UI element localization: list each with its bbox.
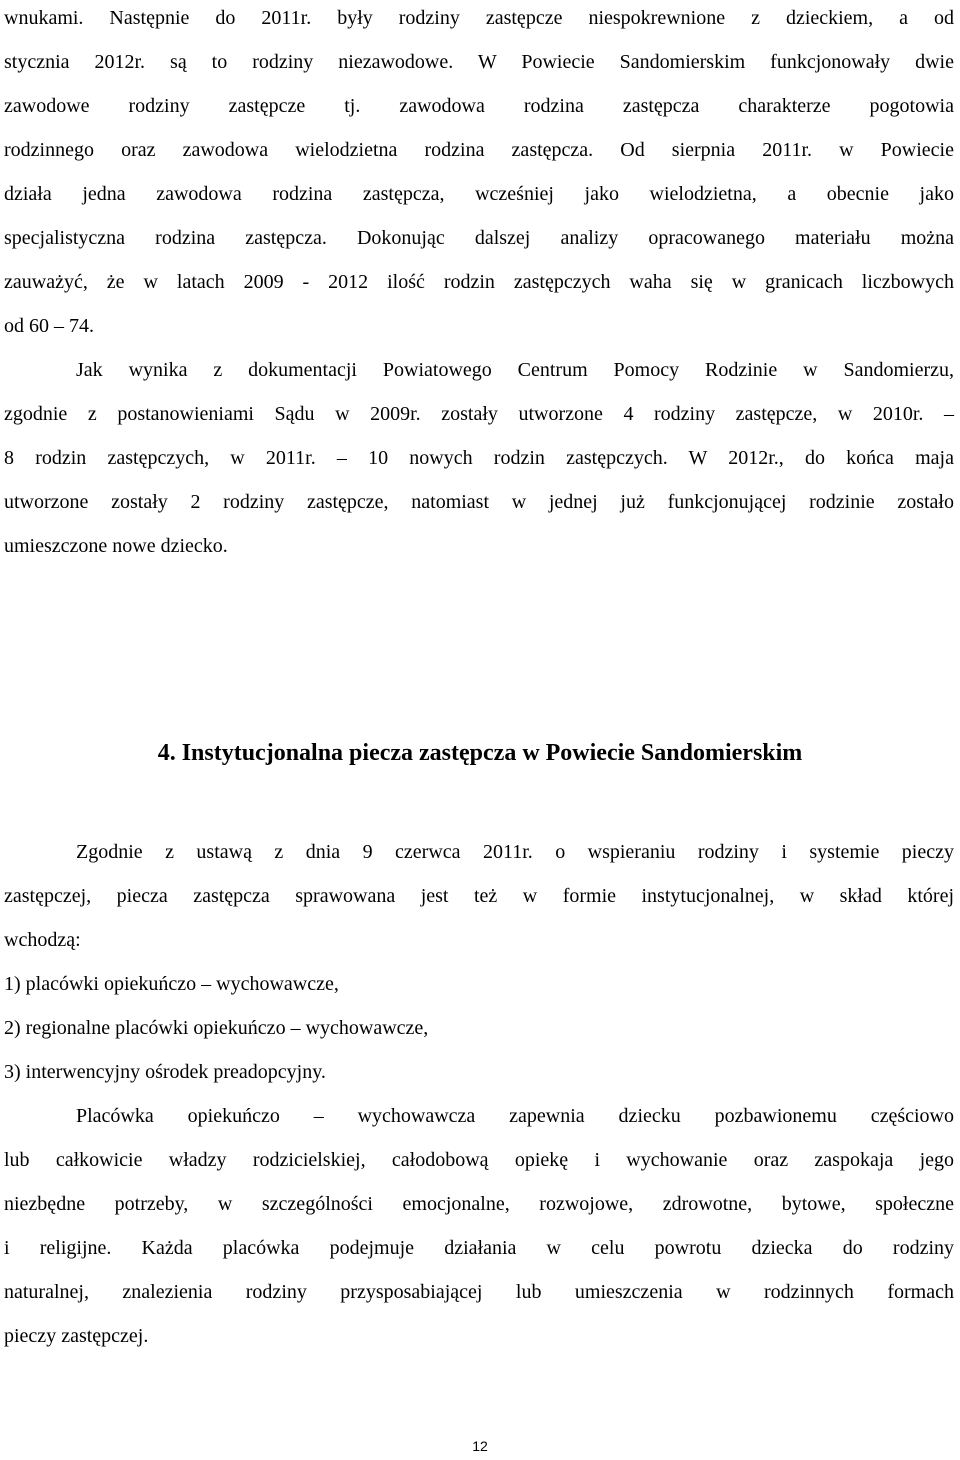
upper-text-block (4, 0, 954, 568)
text-line: Zgodnie z ustawą z dnia 9 czerwca 2011r. o wspieraniu rodziny i systemie pieczy (76, 841, 954, 863)
text-line: naturalnej, znalezienia rodziny przysposabiającej lub umieszczenia w rodzinnych formach (4, 1281, 954, 1303)
text-line: 8 rodzin zastępczych, w 2011r. – 10 nowych rodzin zastępczych. W 2012r., do końca maja (4, 447, 954, 469)
list-item: 1) placówki opiekuńczo – wychowawcze, (4, 973, 339, 995)
section-heading: 4. Instytucjonalna piecza zastępcza w Powiecie Sandomierskim (157, 740, 803, 766)
text-line: pieczy zastępczej. (4, 1325, 149, 1347)
text-line: wnukami. Następnie do 2011r. były rodziny zastępcze niespokrewnione z dzieckiem, a od (4, 7, 954, 29)
text-line: i religijne. Każda placówka podejmuje działania w celu powrotu dziecka do rodziny (4, 1237, 954, 1259)
text-line: niezbędne potrzeby, w szczególności emocjonalne, rozwojowe, zdrowotne, bytowe, społeczne (4, 1193, 954, 1215)
text-line: Jak wynika z dokumentacji Powiatowego Centrum Pomocy Rodzinie w Sandomierzu, (76, 359, 954, 381)
page-number: 12 (472, 1438, 488, 1454)
text-line: od 60 – 74. (4, 315, 94, 337)
text-line: stycznia 2012r. są to rodziny niezawodowe. W Powiecie Sandomierskim funkcjonowały dwie (4, 51, 954, 73)
text-line: utworzone zostały 2 rodziny zastępcze, natomiast w jednej już funkcjonującej rodzinie zostało (4, 491, 954, 513)
text-line: wchodzą: (4, 929, 81, 951)
text-line: lub całkowicie władzy rodzicielskiej, całodobową opiekę i wychowanie oraz zaspokaja jego (4, 1149, 954, 1171)
text-line: zgodnie z postanowieniami Sądu w 2009r. zostały utworzone 4 rodziny zastępcze, w 2010r. – (4, 403, 954, 425)
text-line: rodzinnego oraz zawodowa wielodzietna rodzina zastępcza. Od sierpnia 2011r. w Powiecie (4, 139, 954, 161)
text-line: Placówka opiekuńczo – wychowawcza zapewnia dziecku pozbawionemu częściowo (76, 1105, 954, 1127)
text-line: zauważyć, że w latach 2009 - 2012 ilość rodzin zastępczych waha się w granicach liczbowych (4, 271, 954, 293)
text-line: specjalistyczna rodzina zastępcza. Dokonując dalszej analizy opracowanego materiału można (4, 227, 954, 249)
lower-text-block (4, 830, 954, 1358)
paragraph-intro (4, 830, 954, 962)
institution-list (4, 962, 954, 1094)
text-line: zastępczej, piecza zastępcza sprawowana jest też w formie instytucjonalnej, w skład której (4, 885, 954, 907)
paragraph-foster-families (4, 0, 954, 348)
text-line: zawodowe rodziny zastępcze tj. zawodowa rodzina zastępcza charakterze pogotowia (4, 95, 954, 117)
paragraph-institution-role (4, 1094, 954, 1358)
text-line: działa jedna zawodowa rodzina zastępcza, wcześniej jako wielodzietna, a obecnie jako (4, 183, 954, 205)
list-item: 2) regionalne placówki opiekuńczo – wychowawcze, (4, 1017, 429, 1039)
list-item: 3) interwencyjny ośrodek preadopcyjny. (4, 1061, 326, 1083)
text-line: umieszczone nowe dziecko. (4, 535, 228, 557)
paragraph-documentation (4, 348, 954, 568)
